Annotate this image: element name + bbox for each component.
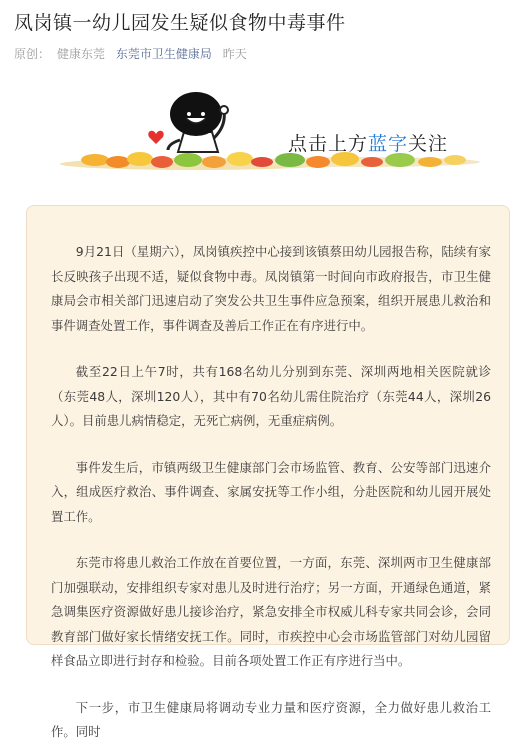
article-paragraph: 事件发生后，市镇两级卫生健康部门会市场监管、教育、公安等部门迅速介入，组成医疗救治、事件调查、家属安抚等工作小组，分赴医院和幼儿园开展处置工作。 bbox=[51, 459, 491, 524]
article-paragraph: 下一步，市卫生健康局将调动专业力量和医疗资源，全力做好患儿救治工作。同时 bbox=[51, 699, 491, 739]
article-body bbox=[26, 205, 510, 739]
article-paragraph: 9月21日（星期六），凤岗镇疾控中心接到该镇蔡田幼儿园报告称，陆续有家长反映孩子出现不适，疑似食物中毒。凤岗镇第一时间向市政府报告，市卫生健康局会市相关部门迅速启动了突发公共卫生事件应急预案，组织开展患儿救治和事件调查处置工作，事件调查及善后工作正在有序进行中。 bbox=[51, 244, 491, 333]
account-link[interactable]: 东莞市卫生健康局 bbox=[115, 47, 212, 61]
publish-time: 昨天 bbox=[222, 47, 247, 61]
cartoon-character bbox=[168, 92, 228, 152]
author-name: 健康东莞 bbox=[57, 47, 106, 61]
follow-prefix: 点击上方 bbox=[288, 133, 369, 155]
heart-icon bbox=[148, 131, 163, 144]
follow-highlight[interactable]: 蓝字 bbox=[368, 133, 409, 155]
source-label: 原创： bbox=[14, 47, 51, 61]
follow-prompt bbox=[288, 129, 448, 156]
follow-suffix: 关注 bbox=[408, 133, 449, 155]
banner-illustration bbox=[0, 92, 530, 182]
article-paragraph: 东莞市将患儿救治工作放在首要位置，一方面，东莞、深圳两市卫生健康部门加强联动，安排组织专家对患儿及时进行治疗；另一方面，开通绿色通道，紧急调集医疗资源做好患儿接诊治疗，紧急安排全市权威儿科专家共同会诊，会同教育部门做好家长情绪安抚工作。同时，市疾控中心会市场监管部门对幼儿园留样食品立即进行封存和检验。目前各项处置工作正有序进行当中。 bbox=[51, 555, 491, 668]
article-paragraph: 截至22日上午7时，共有168名幼儿分别到东莞、深圳两地相关医院就诊（东莞48人，深圳120人），其中有70名幼儿需住院治疗（东莞44人，深圳26人）。目前患儿病情稳定，无死亡病例，无重症病例。 bbox=[51, 364, 491, 428]
article-meta bbox=[14, 45, 254, 62]
article-title: 凤岗镇一幼儿园发生疑似食物中毒事件 bbox=[14, 12, 346, 34]
